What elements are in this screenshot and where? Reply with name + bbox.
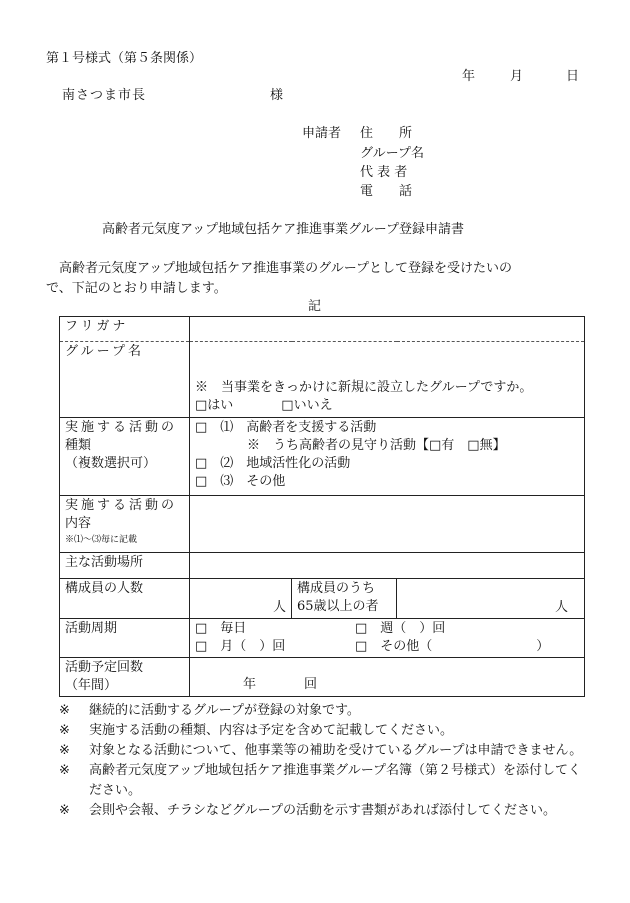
- activity-content-field[interactable]: [190, 496, 585, 553]
- intro-text-1: 高齢者元気度アップ地域包括ケア推進事業のグループとして登録を受けたいの: [46, 261, 513, 276]
- cycle-monthly[interactable]: □ 月（ ）回: [195, 639, 286, 654]
- note-mark: ※: [59, 723, 70, 738]
- note-item: [59, 721, 589, 741]
- persons-unit-65: 人: [555, 600, 569, 615]
- members-label: 構成員の人数: [60, 579, 190, 619]
- addressee-name: 南さつま市長: [62, 88, 147, 103]
- label-line: 実施する活動の: [65, 498, 178, 513]
- activity-type-other[interactable]: □ ⑶ その他: [195, 474, 286, 489]
- date-month: 月: [510, 69, 524, 84]
- intro-text-2: で、下記のとおり申請します。: [46, 281, 227, 296]
- notes: [59, 701, 589, 821]
- applicant-representative: 代 表 者: [360, 165, 408, 180]
- form-body: [59, 316, 589, 821]
- note-text: 継続的に活動するグループが登録の対象です。: [89, 703, 360, 718]
- note-text: 会則や会報、チラシなどグループの活動を示す書類があれば添付してください。: [89, 803, 556, 818]
- note-item: [59, 761, 589, 801]
- members-field[interactable]: [190, 579, 292, 619]
- activity-content-label: [60, 496, 190, 553]
- applicant-phone: 電 話: [360, 184, 413, 199]
- cycle-daily[interactable]: □ 毎日: [195, 621, 247, 636]
- activity-type-community[interactable]: □ ⑵ 地域活性化の活動: [195, 456, 351, 471]
- note-item: [59, 701, 589, 721]
- label-line: 実施する活動の: [65, 420, 178, 435]
- label-line: 内容: [65, 516, 92, 531]
- planned-count-label: [60, 658, 190, 697]
- label-line: 活動予定回数: [65, 660, 144, 675]
- main-place-field[interactable]: [190, 553, 585, 579]
- group-name-label: グループ名: [60, 342, 190, 418]
- furigana-field[interactable]: [190, 317, 585, 342]
- form-number: 第１号様式（第５条関係）: [46, 51, 203, 66]
- activity-type-elderly-support[interactable]: □ ⑴ 高齢者を支援する活動: [195, 420, 377, 435]
- application-table: [59, 316, 585, 697]
- furigana-label: フリガナ: [60, 317, 190, 342]
- planned-times: 回: [304, 677, 318, 692]
- note-mark: ※: [59, 763, 70, 778]
- ki-label: 記: [308, 299, 322, 314]
- watch-over-option[interactable]: ※ うち高齢者の見守り活動【□有 □無】: [247, 438, 506, 453]
- applicant-group-name: グループ名: [360, 146, 424, 161]
- note-text: 高齢者元気度アップ地域包括ケア推進事業グループ名簿（第２号様式）を添付してください。: [89, 763, 582, 798]
- note-item: [59, 801, 589, 821]
- no-checkbox[interactable]: □いいえ: [281, 398, 333, 413]
- label-line: 種類: [65, 438, 92, 453]
- cycle-weekly[interactable]: □ 週（ ）回: [355, 621, 446, 636]
- date-year: 年: [462, 69, 476, 84]
- note-mark: ※: [59, 743, 70, 758]
- members-65-label: [292, 579, 397, 619]
- note-text: 実施する活動の種類、内容は予定を含めて記載してください。: [89, 723, 454, 738]
- new-group-question: ※ 当事業をきっかけに新規に設立したグループですか。: [195, 380, 533, 395]
- activity-type-label: [60, 418, 190, 496]
- label-line: （年間）: [65, 678, 118, 693]
- document-title: 高齢者元気度アップ地域包括ケア推進事業グループ登録申請書: [102, 222, 465, 237]
- label-note: ※⑴～⑶毎に記載: [65, 535, 138, 545]
- cycle-label: 活動周期: [60, 619, 190, 658]
- cycle-other[interactable]: □ その他（ ）: [355, 639, 550, 654]
- label-line: 構成員のうち: [297, 581, 376, 596]
- date-day: 日: [566, 69, 580, 84]
- addressee-honorific: 様: [270, 88, 284, 103]
- note-text: 対象となる活動について、他事業等の補助を受けているグループは申請できません。: [89, 743, 583, 758]
- activity-type-options: [190, 418, 585, 496]
- planned-year: 年: [243, 677, 257, 692]
- applicant-address: 住 所: [360, 126, 413, 141]
- note-mark: ※: [59, 703, 70, 718]
- persons-unit: 人: [272, 600, 286, 615]
- applicant-label: 申請者: [302, 126, 342, 141]
- group-name-field[interactable]: [190, 342, 585, 418]
- yes-checkbox[interactable]: □はい: [195, 398, 234, 413]
- note-mark: ※: [59, 803, 70, 818]
- cycle-options: [190, 619, 585, 658]
- label-line: （複数選択可）: [65, 456, 157, 471]
- planned-count-field[interactable]: [190, 658, 585, 697]
- label-line: 65歳以上の者: [297, 599, 379, 614]
- main-place-label: 主な活動場所: [60, 553, 190, 579]
- note-item: [59, 741, 589, 761]
- members-65-field[interactable]: [397, 579, 585, 619]
